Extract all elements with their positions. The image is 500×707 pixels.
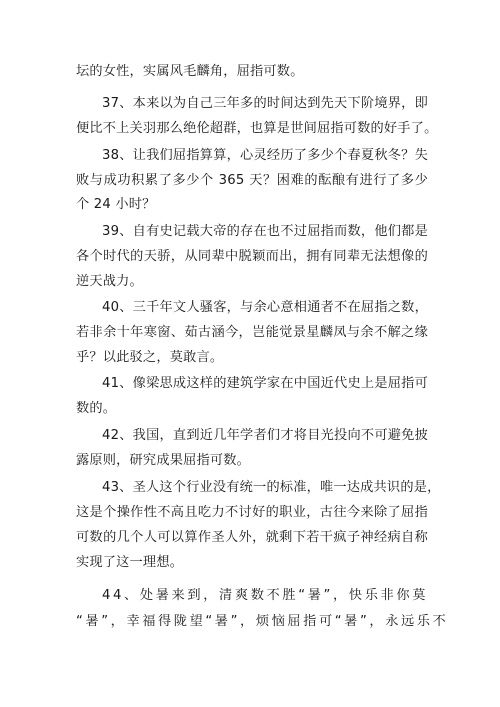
text-line: 可数的几个人可以算作圣人外，就剩下若干疯子神经病自称 [76, 530, 428, 545]
text-line: 乎？以此驳之，莫敢言。 [76, 350, 224, 365]
text-line: 露原则，研究成果屈指可数。 [76, 453, 251, 468]
text-line: 44、处暑来到，清爽数不胜“暑”，快乐非你莫 [102, 588, 428, 603]
text-line: 41、像梁思成这样的建筑学家在中国近代史上是屈指可 [102, 376, 428, 391]
text-line: “暑”，幸福得陇望“暑”，烦恼屈指可“暑”，永远乐不 [76, 614, 449, 629]
text-line: 39、自有史记载大帝的存在也不过屈指而数，他们都是 [102, 224, 428, 239]
text-line: 败与成功积累了多少个 365 天？困难的酝酿有进行了多少 [76, 173, 428, 188]
text-line: 40、三千年文人骚客，与余心意相通者不在屈指之数， [102, 300, 428, 315]
text-line: 42、我国，直到近几年学者们才将目光投向不可避免披 [102, 428, 428, 443]
text-line: 逆天战力。 [76, 274, 143, 289]
text-line: 43、圣人这个行业没有统一的标准，唯一达成共识的是， [102, 480, 441, 495]
text-line: 坛的女性，实属风毛麟角，屈指可数。 [76, 64, 304, 79]
text-line: 数的。 [76, 401, 117, 416]
text-line: 38、让我们屈指算算，心灵经历了多少个春夏秋冬？失 [102, 148, 428, 163]
text-line: 各个时代的天骄，从同辈中脱颖而出，拥有同辈无法想像的 [76, 249, 428, 264]
text-line: 便比不上关羽那么绝伦超群，也算是世间屈指可数的好手了。 [76, 121, 438, 136]
text-line: 这是个操作性不高且吃力不讨好的职业，古往今来除了屈指 [76, 505, 428, 520]
text-line: 个 24 小时？ [76, 197, 156, 212]
text-line: 若非余十年寒窗、茹古涵今，岂能觉景星麟凤与余不解之缘 [76, 325, 428, 340]
text-line: 37、本来以为自己三年多的时间达到先天下阶境界，即 [102, 96, 428, 111]
text-line: 实现了这一理想。 [76, 555, 184, 570]
